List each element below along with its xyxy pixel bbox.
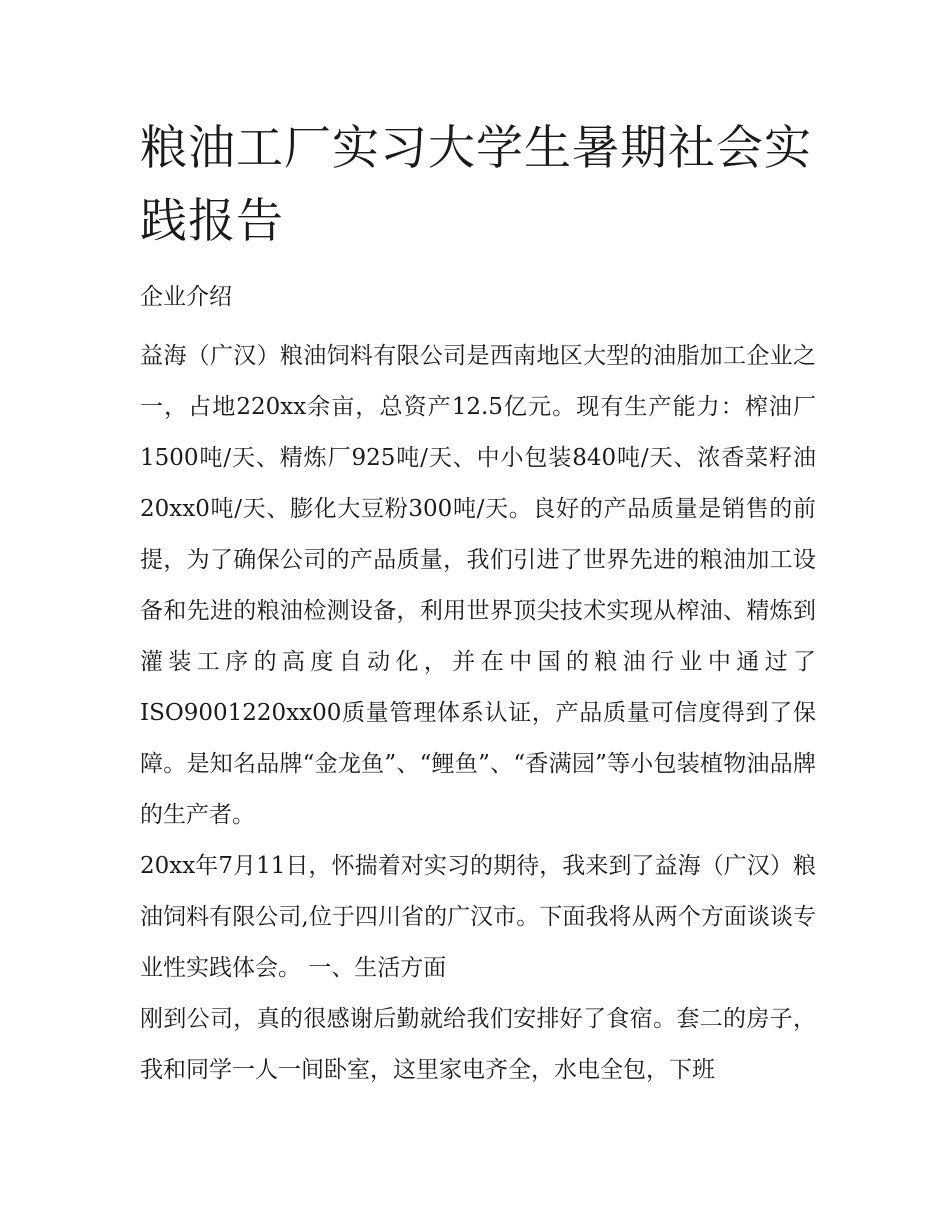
paragraph-arrival: 20xx年7月11日，怀揣着对实习的期待，我来到了益海（广汉）粮油饲料有限公司,位于四川省的广汉市。下面我将从两个方面谈谈专业性实践体会。 一、生活方面 <box>140 853 816 981</box>
section-heading: 企业介绍 <box>140 284 232 310</box>
paragraph-company-intro: 益海（广汉）粮油饲料有限公司是西南地区大型的油脂加工企业之一，占地220xx余亩，总资产12.5亿元。现有生产能力：榨油厂1500吨/天、精炼厂925吨/天、中小包装840吨/天、浓香菜籽油20xx0吨/天、膨化大豆粉300吨/天。良好的产品质量是销售的前提，为了确保公司的产品质量，我们引进了世界先进的粮油加工设备和先进的粮油检测设备，利用世界顶尖技术实现从榨油、精炼到灌装工序的高度自动化，并在中国的粮油行业中通过了ISO9001220xx00质量管理体系认证，产品质量可信度得到了保障。是知名品牌“金龙鱼”、“鲤鱼”、“香满园”等小包装植物油品牌的生产者。 <box>140 343 816 828</box>
paragraph-living: 刚到公司，真的很感谢后勤就给我们安排好了食宿。套二的房子，我和同学一人一间卧室，这里家电齐全，水电全包，下班 <box>140 1006 816 1083</box>
document-page <box>140 112 816 1096</box>
document-title: 粮油工厂实习大学生暑期社会实践报告 <box>140 121 812 249</box>
